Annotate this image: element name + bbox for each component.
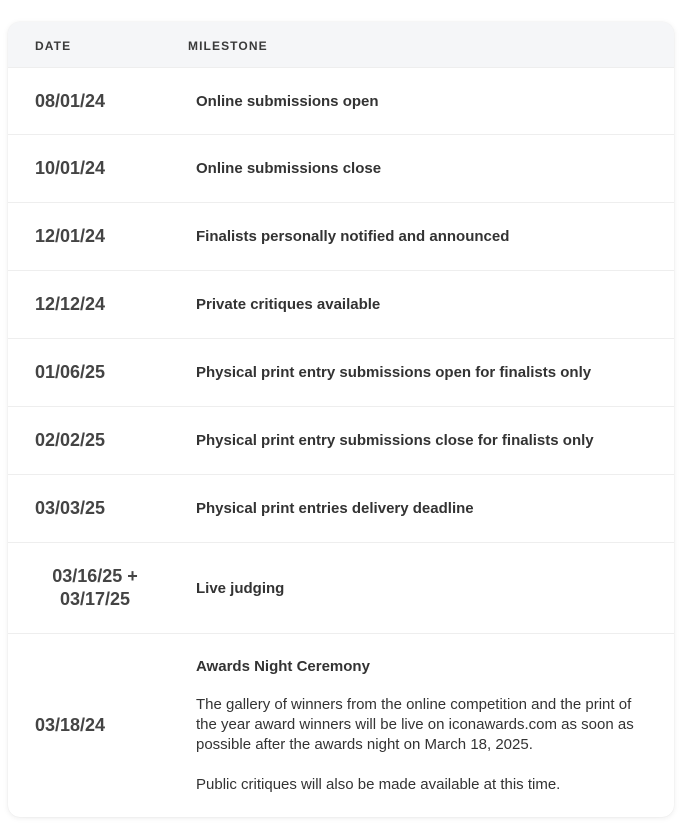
- row-date: 10/01/24: [35, 158, 106, 178]
- table-row: [8, 633, 674, 817]
- row-date: 02/02/25: [35, 430, 106, 450]
- row-milestone: Physical print entry submissions close for finalists only: [196, 432, 594, 449]
- row-date: 12/12/24: [35, 294, 106, 314]
- table-header: [8, 22, 674, 67]
- row-milestone: Online submissions close: [196, 160, 382, 177]
- row-date: 01/06/25: [35, 362, 106, 382]
- row-milestone: Private critiques available: [196, 296, 381, 313]
- row-date-line1: 03/16/25 +: [52, 566, 138, 586]
- row-milestone: Finalists personally notified and announced: [196, 228, 510, 245]
- row-milestone: Online submissions open: [196, 92, 379, 110]
- row-date: [20, 565, 170, 611]
- ceremony-description: The gallery of winners from the online competition and the print of the year award winners will be live on iconawards.com as soon as possible after the awards night on March 18, 2025.: [196, 695, 634, 753]
- table-row: [8, 202, 674, 270]
- table-row: [8, 134, 674, 202]
- date-column-header: DATE: [35, 39, 72, 53]
- table-row: [8, 542, 674, 633]
- table-row: [8, 270, 674, 338]
- row-milestone: [196, 657, 674, 795]
- row-date: 03/18/24: [35, 715, 106, 735]
- milestones-table: [8, 22, 674, 817]
- row-date: 12/01/24: [35, 226, 106, 246]
- row-date-line2: 03/17/25: [59, 589, 131, 609]
- milestone-column-header: MILESTONE: [188, 39, 268, 53]
- table-row: [8, 406, 674, 474]
- row-milestone: Physical print entry submissions open for finalists only: [196, 364, 592, 381]
- row-milestone: Physical print entries delivery deadline: [196, 500, 474, 517]
- ceremony-note: Public critiques will also be made available at this time.: [196, 775, 561, 793]
- row-date: 03/03/25: [35, 498, 106, 518]
- row-milestone: Live judging: [196, 579, 285, 597]
- table-row: [8, 474, 674, 542]
- row-date: 08/01/24: [35, 90, 106, 111]
- table-row: [8, 338, 674, 406]
- ceremony-title: Awards Night Ceremony: [196, 657, 370, 675]
- table-row: [8, 67, 674, 134]
